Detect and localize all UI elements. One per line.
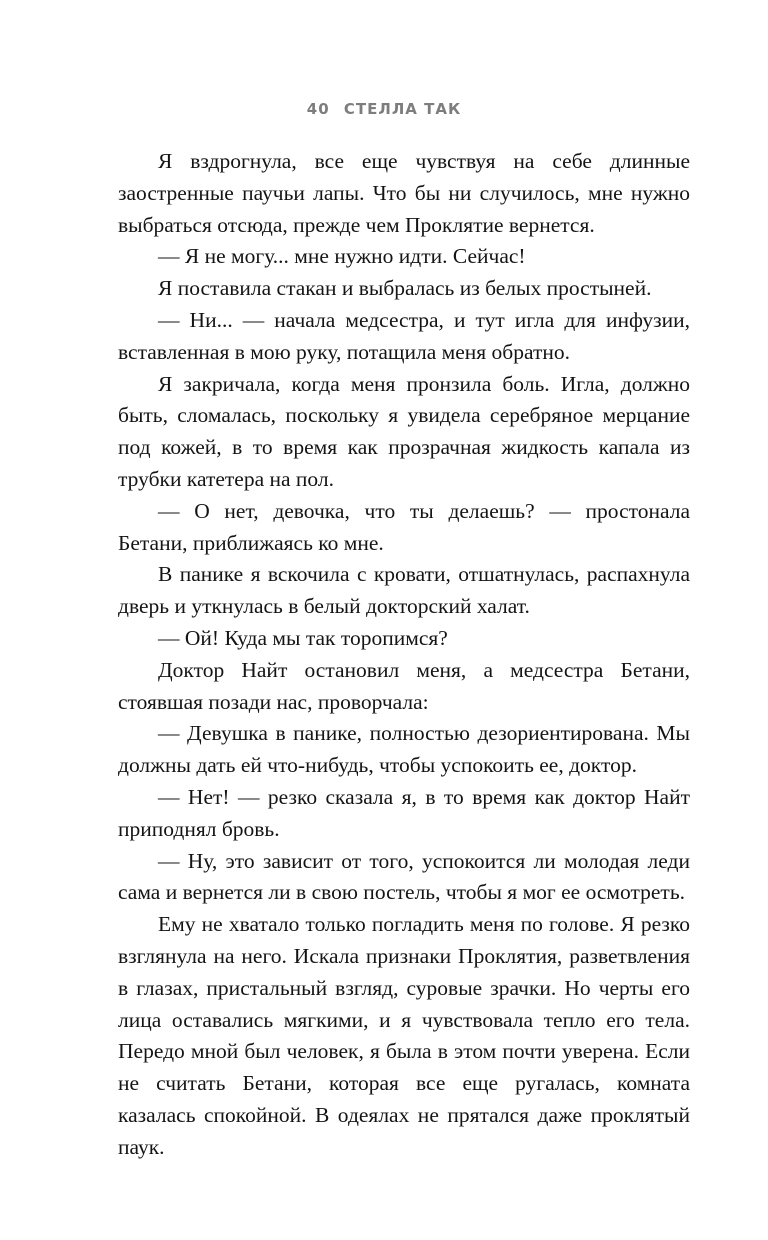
paragraph: Я закричала, когда меня пронзила боль. Игла, должно быть, сломалась, поскольку я увидела серебряное мерцание под кожей, в то время как прозрачная жидкость капала из трубки катетера на пол. <box>118 371 690 491</box>
paragraph: — О нет, девочка, что ты делаешь? — простонала Бетани, приближаясь ко мне. <box>118 498 690 555</box>
paragraph: Я вздрогнула, все еще чувствуя на себе длинные заостренные паучьи лапы. Что бы ни случилось, мне нужно выбраться отсюда, прежде чем Проклятие вернется. <box>118 149 690 237</box>
paragraph: — Нет! — резко сказала я, в то время как доктор Найт приподнял бровь. <box>118 784 690 841</box>
running-title: СТЕЛЛА ТАК <box>343 100 462 118</box>
paragraph: Ему не хватало только погладить меня по голове. Я резко взглянула на него. Искала признаки Проклятия, разветвления в глазах, пристальный взгляд, суровые зрачки. Но черты его лица оставались мягкими, и я чувствовала тепло его тела. Передо мной был человек, я была в этом почти уверена. Если не считать Бетани, которая все еще ругалась, комната казалась спокойной. В одеялах не прятался даже проклятый паук. <box>118 912 690 1159</box>
paragraph: — Ни... — начала медсестра, и тут игла для инфузии, вставленная в мою руку, потащила меня обратно. <box>118 307 690 364</box>
running-head <box>0 100 768 118</box>
paragraph: В панике я вскочила с кровати, отшатнулась, распахнула дверь и уткнулась в белый докторский халат. <box>118 562 690 619</box>
paragraph: Доктор Найт остановил меня, а медсестра Бетани, стоявшая позади нас, проворчала: <box>118 657 690 714</box>
paragraph: — Девушка в панике, полностью дезориентирована. Мы должны дать ей что-нибудь, чтобы успокоить ее, доктор. <box>118 721 690 778</box>
paragraph: — Ой! Куда мы так торопимся? <box>158 625 448 650</box>
paragraph: — Ну, это зависит от того, успокоится ли молодая леди сама и вернется ли в свою постель, чтобы я мог ее осмотреть. <box>118 848 690 905</box>
paragraph: Я поставила стакан и выбралась из белых простыней. <box>158 276 652 301</box>
paragraph: — Я не могу... мне нужно идти. Сейчас! <box>158 244 526 269</box>
body-text <box>118 146 690 1164</box>
page-number: 40 <box>306 100 330 118</box>
